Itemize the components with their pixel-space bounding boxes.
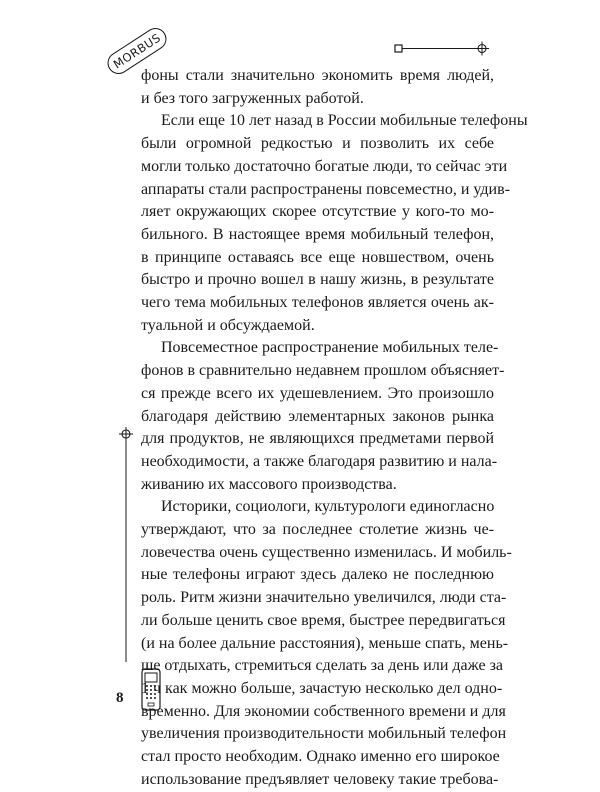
text-line: временно. Для экономии собственного времени и для [141, 702, 506, 720]
text-line: роль. Ритм жизни значительно увеличился, люди ста- [141, 589, 507, 607]
morbus-badge: MORBUS [103, 24, 170, 78]
text-line: ше отдыхать, стремиться сделать за день или даже за [141, 657, 504, 675]
text-line: аппараты стали распространены повсеместно, и удив- [141, 180, 510, 198]
text-line: использование предъявляет человеку такие требова- [141, 770, 499, 788]
text-line: фоны стали значительно экономить время людей, [141, 67, 494, 84]
crosshair-icon [475, 42, 489, 56]
text-line: живанию их массового производства. [141, 475, 397, 493]
text-line: необходимости, а также благодаря развитию и нала- [141, 452, 498, 470]
page-number: 8 [116, 690, 124, 706]
body-text [141, 65, 528, 792]
text-line: благодаря действию элементарных законов рынка [141, 407, 494, 425]
text-line: ся прежде всего их удешевлением. Это произошло [141, 384, 494, 402]
ornament-square-icon [395, 45, 402, 52]
text-line: ляет окружающих скорее отсутствие у кого-то мо- [141, 203, 494, 221]
text-line: туальной и обсуждаемой. [141, 316, 315, 334]
text-line: и без того загруженных работой. [141, 89, 364, 107]
text-line: утверждают, что за последнее столетие жизнь че- [141, 521, 494, 539]
text-line: увеличения производительности мобильный телефон [141, 725, 507, 743]
text-line: (и на более дальние расстояния), меньше спать, мень- [141, 634, 509, 652]
crosshair-icon [119, 427, 133, 441]
text-line: стал просто необходим. Однако именно его широкое [141, 748, 500, 766]
text-line: ловечества очень существенно изменилась. И мобиль- [141, 543, 512, 561]
text-line: могли только достаточно богатые люди, то сейчас эти [141, 157, 508, 175]
text-line: чего тема мобильных телефонов является очень ак- [141, 294, 494, 312]
text-line: Историки, социологи, культурологи единогласно [161, 498, 495, 516]
text-line: в принципе оставаясь все еще новшеством, очень [141, 248, 494, 266]
header-ornament [392, 40, 492, 58]
text-line: ли больше ценить свое время, быстрее передвигаться [141, 611, 506, 629]
text-line: быстро и прочно вошел в нашу жизнь, в результате [141, 271, 494, 289]
text-line: фонов в сравнительно недавнем прошлом объясняет- [141, 362, 505, 380]
text-line: Если еще 10 лет назад в России мобильные телефоны [161, 112, 528, 130]
text-line: Повсеместное распространение мобильных теле- [161, 339, 499, 357]
left-margin-ornament [116, 424, 136, 664]
text-line: были огромной редкостью и позволить их себе [141, 135, 494, 153]
text-line: бильного. В настоящее время мобильный телефон, [141, 225, 494, 243]
text-line: ные телефоны играют здесь далеко не последнюю [141, 566, 494, 584]
text-line: 1 ч как можно больше, зачастую несколько дел одно- [141, 679, 503, 697]
text-line: для продуктов, не являющихся предметами первой [141, 430, 494, 448]
